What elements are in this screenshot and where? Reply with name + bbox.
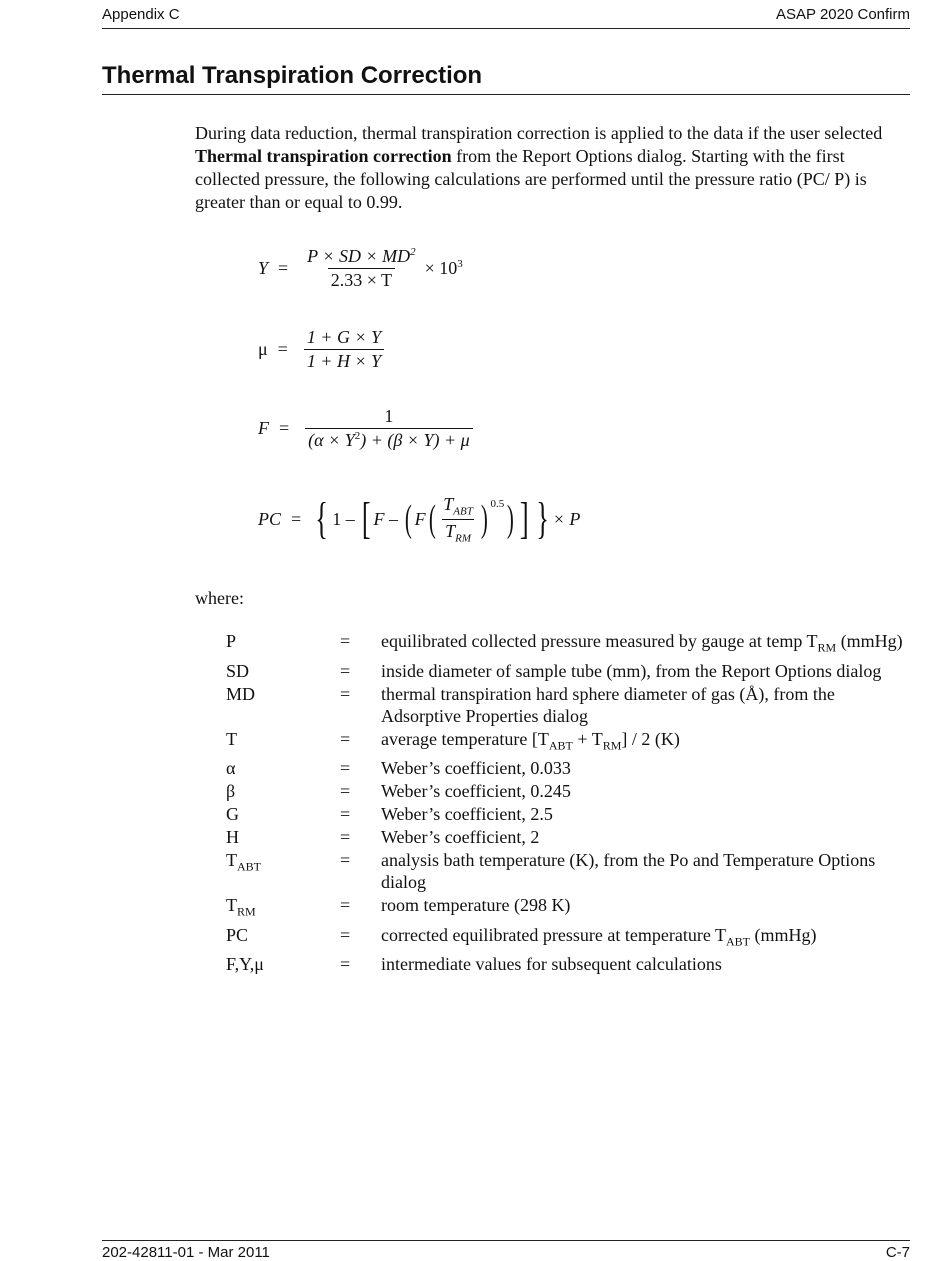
def-equals: = bbox=[340, 924, 351, 945]
def-desc-sub: ABT bbox=[548, 738, 573, 753]
def-symbol-sub: RM bbox=[237, 904, 256, 919]
definition-row bbox=[226, 894, 916, 923]
eq-pc-lhs: PC bbox=[258, 508, 282, 529]
def-description: Weber’s coefficient, 0.033 bbox=[381, 758, 571, 779]
header-product: ASAP 2020 Confirm bbox=[776, 6, 910, 23]
eq-pc-tail: × P bbox=[552, 508, 581, 529]
def-desc-tail: ] / 2 (K) bbox=[621, 728, 680, 749]
equation-f: F = $\frac{1}{(\alpha \times Y^2) + (\beta \times Y) + \mu}$ bbox=[258, 406, 479, 451]
def-equals: = bbox=[340, 827, 351, 848]
definition-row bbox=[226, 803, 916, 825]
eq-f-fraction bbox=[305, 406, 473, 451]
definitions-list bbox=[226, 630, 916, 976]
def-symbol: MD bbox=[226, 683, 256, 704]
def-symbol: F,Y,μ bbox=[226, 954, 264, 975]
def-description: inside diameter of sample tube (mm), from the Report Options dialog bbox=[381, 660, 882, 681]
eq-pc-t-rm: T bbox=[445, 520, 456, 541]
eq-f-den-a: (α × Y bbox=[308, 430, 355, 450]
def-desc-sub: ABT bbox=[726, 934, 750, 949]
eq-y-tail: × 10 bbox=[424, 258, 458, 278]
definition-row bbox=[226, 780, 916, 802]
equation-y: Y = $\frac{P \times SD \times MD^2}{2.33 \times T}$ × $10^3$ bbox=[258, 246, 463, 290]
def-description: Weber’s coefficient, 0.245 bbox=[381, 781, 571, 802]
def-equals: = bbox=[340, 781, 351, 802]
definition-row bbox=[226, 683, 916, 727]
equation-pc: PC = { 1 – [ F – ( F ( $\frac{T_{ABT}}{T_{RM}}$ ) $^{0.5}$ ) ] } × P bbox=[258, 494, 581, 545]
eq-pc-t-abt: T bbox=[443, 494, 454, 514]
eq-y-num-sup: 2 bbox=[410, 246, 416, 258]
eq-f-lhs: F bbox=[258, 418, 269, 438]
def-symbol: T bbox=[226, 850, 237, 871]
eq-y-denominator: 2.33 × T bbox=[330, 270, 393, 290]
eq-pc-t-rm-sub: RM bbox=[455, 532, 471, 545]
def-equals: = bbox=[340, 660, 351, 681]
def-symbol: T bbox=[226, 728, 237, 749]
def-desc-sub2: RM bbox=[602, 738, 622, 753]
def-symbol: P bbox=[226, 631, 237, 651]
def-description: Weber’s coefficient, 2 bbox=[381, 827, 540, 848]
eq-y-tail-sup: 3 bbox=[457, 258, 463, 270]
eq-f-den-sup: 2 bbox=[354, 430, 361, 442]
eq-f-numerator: 1 bbox=[384, 406, 394, 426]
def-equals: = bbox=[340, 758, 351, 779]
intro-text-1: During data reduction, thermal transpiration correction is applied to the data if the user selected bbox=[195, 123, 883, 143]
eq-f-den-b: ) + (β × Y) + μ bbox=[360, 430, 470, 450]
def-desc-mid: + T bbox=[572, 728, 603, 749]
def-description: intermediate values for subsequent calculations bbox=[381, 954, 722, 975]
def-equals: = bbox=[340, 631, 351, 651]
page-title: Thermal Transpiration Correction bbox=[102, 62, 910, 95]
eq-y-denominator-wrap bbox=[328, 268, 395, 291]
def-symbol: H bbox=[226, 827, 239, 848]
definition-row bbox=[226, 757, 916, 779]
footer-page-number: C-7 bbox=[885, 1244, 910, 1261]
def-equals: = bbox=[340, 683, 351, 704]
eq-pc-f: F bbox=[414, 508, 426, 529]
footer-doc-number: 202-42811-01 - Mar 2011 bbox=[102, 1244, 270, 1261]
definition-row bbox=[226, 826, 916, 848]
def-symbol-sub: ABT bbox=[237, 859, 261, 874]
eq-mu-fraction bbox=[304, 327, 384, 372]
eq-mu-denominator: 1 + H × Y bbox=[304, 349, 384, 372]
intro-bold-option: Thermal transpiration correction bbox=[195, 146, 452, 166]
def-desc-tail: (mmHg) bbox=[836, 631, 903, 651]
def-description: Weber’s coefficient, 2.5 bbox=[381, 804, 553, 825]
eq-mu-lhs: μ bbox=[258, 339, 268, 359]
equation-mu: μ = $\frac{1 + G \times Y}{1 + H \times Y}$ bbox=[258, 327, 390, 372]
def-equals: = bbox=[340, 728, 351, 749]
def-description: corrected equilibrated pressure at temperature T bbox=[381, 924, 726, 945]
def-equals: = bbox=[340, 850, 351, 871]
where-label: where: bbox=[195, 588, 244, 608]
def-description: average temperature [T bbox=[381, 728, 549, 749]
eq-pc-f-minus: F – bbox=[373, 508, 398, 529]
eq-y-fraction bbox=[304, 246, 418, 291]
def-symbol: G bbox=[226, 804, 239, 825]
intro-paragraph bbox=[195, 122, 910, 214]
definition-row bbox=[226, 953, 916, 975]
page-footer bbox=[102, 1240, 910, 1261]
definition-row bbox=[226, 924, 916, 953]
def-desc-tail: (mmHg) bbox=[750, 924, 817, 945]
def-symbol: SD bbox=[226, 660, 250, 681]
eq-pc-exponent: 0.5 bbox=[490, 498, 505, 510]
def-equals: = bbox=[340, 804, 351, 825]
def-description: thermal transpiration hard sphere diameter of gas (Å), from the Adsorptive Properties dialog bbox=[381, 683, 835, 726]
eq-pc-temp-ratio bbox=[440, 494, 476, 544]
definition-row bbox=[226, 728, 916, 757]
def-desc-sub: RM bbox=[817, 640, 837, 655]
def-equals: = bbox=[340, 954, 351, 975]
page-header bbox=[102, 4, 910, 29]
def-symbol: T bbox=[226, 895, 237, 916]
def-description: room temperature (298 K) bbox=[381, 895, 571, 916]
definition-row bbox=[226, 660, 916, 682]
eq-y-lhs: Y bbox=[258, 258, 269, 278]
eq-pc-one-minus: 1 – bbox=[332, 508, 355, 529]
eq-mu-numerator: 1 + G × Y bbox=[306, 327, 382, 347]
def-symbol: PC bbox=[226, 924, 249, 945]
header-section: Appendix C bbox=[102, 6, 180, 23]
def-symbol: β bbox=[226, 781, 236, 802]
def-equals: = bbox=[340, 895, 351, 916]
def-symbol: α bbox=[226, 758, 236, 779]
eq-pc-t-abt-sub: ABT bbox=[453, 505, 473, 518]
def-description: equilibrated collected pressure measured by gauge at temp T bbox=[381, 631, 818, 651]
eq-y-numerator: P × SD × MD bbox=[307, 246, 411, 266]
def-description: analysis bath temperature (K), from the Po and Temperature Options dialog bbox=[381, 850, 876, 893]
definition-row bbox=[226, 849, 916, 893]
definition-row bbox=[226, 630, 916, 659]
intro-text-2: from the Report Options dialog. Starting with the first collected pressure, the following calculations are performed until the pressure ratio (PC/ P) is greater than or equal to 0.99. bbox=[195, 146, 867, 212]
